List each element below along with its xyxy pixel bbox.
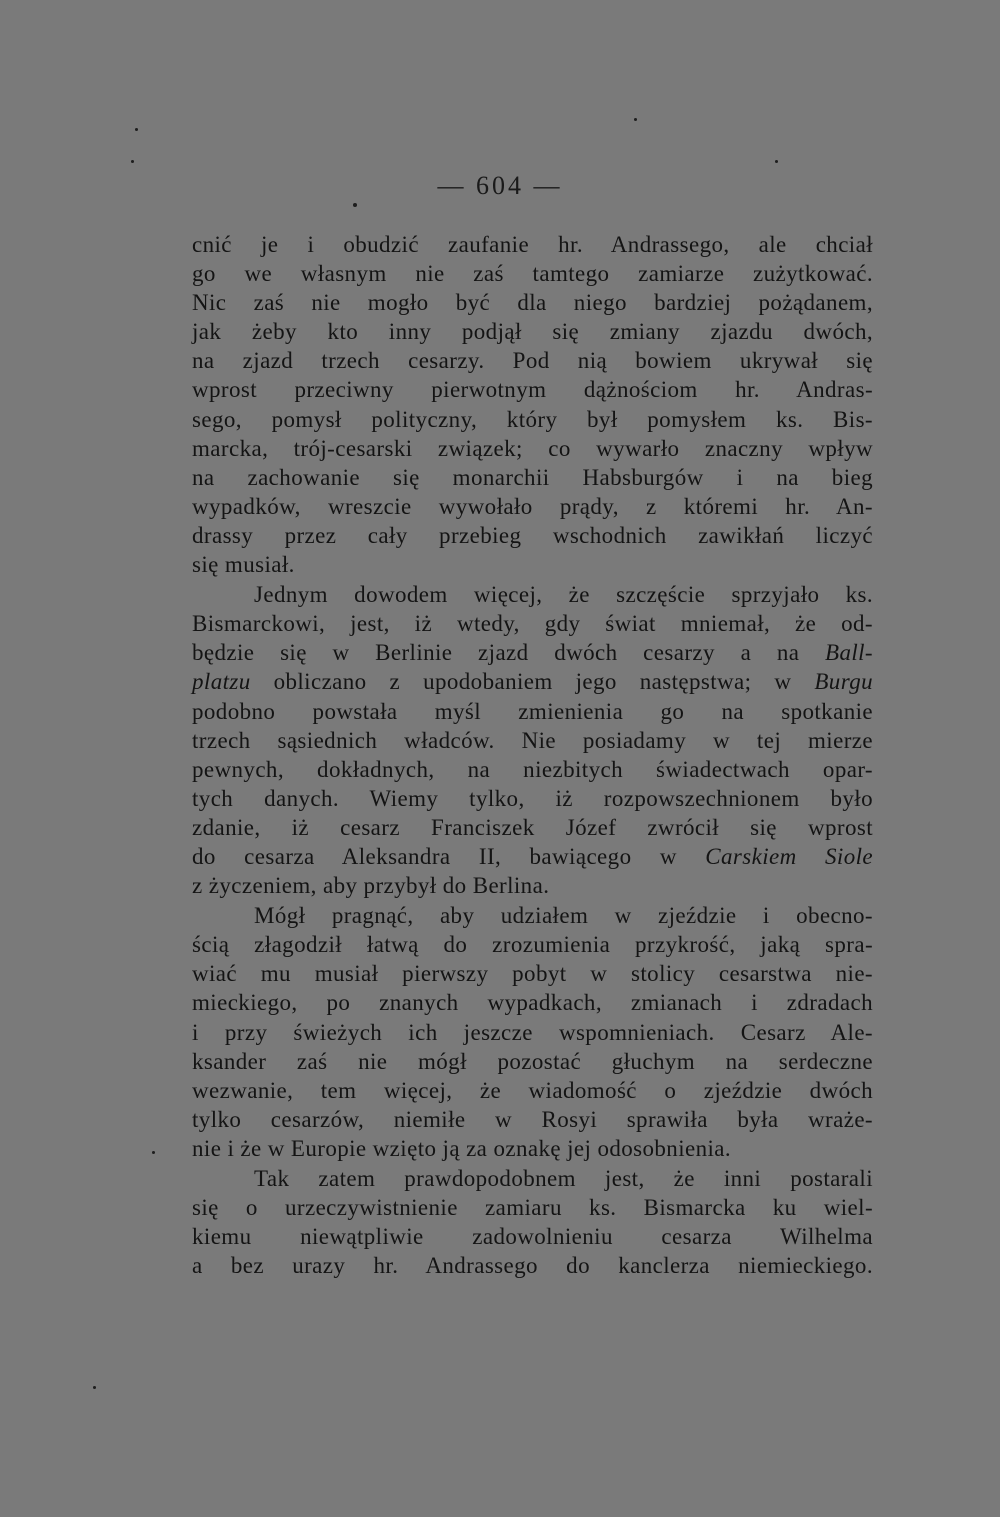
body-text xyxy=(192,230,873,1280)
text-line: się o urzeczywistnienie zamiaru ks. Bismarcka ku wiel- xyxy=(192,1195,873,1221)
text-line: wiać mu musiał pierwszy pobyt w stolicy cesarstwa nie- xyxy=(192,961,873,987)
text-line: Nic zaś nie mogło być dla niego bardziej pożądanem, xyxy=(192,290,873,316)
scan-speck xyxy=(131,160,134,163)
text-line: na zjazd trzech cesarzy. Pod nią bowiem ukrywał się xyxy=(192,348,873,374)
text-line: podobno powstała myśl zmienienia go na spotkanie xyxy=(192,698,873,724)
text-line: z życzeniem, aby przybył do Berlina. xyxy=(192,873,550,899)
text-line: wypadków, wreszcie wywołało prądy, z któremi hr. An- xyxy=(192,493,873,519)
text-line xyxy=(192,667,873,696)
text-line: Mógł pragnąć, aby udziałem w zjeździe i obecno- xyxy=(254,903,873,929)
text-line: na zachowanie się monarchii Habsburgów i na bieg xyxy=(192,464,873,490)
italic-term: platzu xyxy=(192,669,251,695)
text-line: zdanie, iż cesarz Franciszek Józef zwrócił się wprost xyxy=(192,814,873,840)
text-line xyxy=(192,842,873,871)
text-line: cnić je i obudzić zaufanie hr. Andrassego, ale chciał xyxy=(192,232,873,257)
scan-speck xyxy=(775,160,778,163)
text-line: pewnych, dokładnych, na niezbitych świadectwach opar- xyxy=(192,756,873,782)
text-line: tylko cesarzów, niemiłe w Rosyi sprawiła była wraże- xyxy=(192,1106,873,1132)
text-line: wezwanie, tem więcej, że wiadomość o zjeździe dwóch xyxy=(192,1077,873,1103)
text-line: sego, pomysł polityczny, który był pomysłem ks. Bis- xyxy=(192,406,873,432)
scan-speck xyxy=(353,203,357,207)
italic-term: Ball- xyxy=(825,640,873,666)
scan-speck xyxy=(135,128,138,131)
text-line: Jednym dowodem więcej, że szczęście sprzyjało ks. xyxy=(254,582,873,608)
text-line xyxy=(192,638,873,667)
text-line: ksander zaś nie mógł pozostać głuchym na serdeczne xyxy=(192,1048,873,1074)
text-line: kiemu niewątpliwie zadowolnieniu cesarza Wilhelma xyxy=(192,1224,873,1250)
text-line: jak żeby kto inny podjął się zmiany zjazdu dwóch, xyxy=(192,319,873,345)
text-line: mieckiego, po znanych wypadkach, zmianach i zdradach xyxy=(192,990,873,1016)
text-line: Tak zatem prawdopodobnem jest, że inni postarali xyxy=(254,1166,873,1191)
text-segment: do cesarza Aleksandra II, bawiącego w xyxy=(192,843,706,869)
text-line: wprost przeciwny pierwotnym dążnościom hr. Andras- xyxy=(192,377,873,403)
italic-term: Carskiem Siole xyxy=(705,843,874,869)
text-line: a bez urazy hr. Andrassego do kanclerza niemieckiego. xyxy=(192,1253,873,1279)
scan-speck xyxy=(634,118,637,121)
scan-speck xyxy=(93,1386,96,1389)
text-segment: będzie się w Berlinie zjazd dwóch cesarzy a na xyxy=(192,640,825,666)
text-line: ścią złagodził łatwą do zrozumienia przykrość, jaką spra- xyxy=(192,932,873,958)
text-line: drassy przez cały przebieg wschodnich zawikłań liczyć xyxy=(192,522,873,548)
text-line: go we własnym nie zaś tamtego zamiarze zużytkować. xyxy=(192,261,873,287)
page-number: — 604 — xyxy=(437,171,563,200)
text-line: się musiał. xyxy=(192,552,295,578)
text-segment: obliczano z upodobaniem jego następstwa; w xyxy=(250,669,815,695)
italic-term: Burgu xyxy=(814,669,873,695)
text-line: tych danych. Wiemy tylko, iż rozpowszechnionem było xyxy=(192,785,873,811)
text-line: marcka, trój-cesarski związek; co wywarło znaczny wpływ xyxy=(192,435,873,461)
text-line: nie i że w Europie wzięto ją za oznakę jej odosobnienia. xyxy=(192,1135,732,1161)
text-line: trzech sąsiednich władców. Nie posiadamy w tej mierze xyxy=(192,727,873,753)
scan-speck xyxy=(152,1151,155,1154)
text-line: i przy świeżych ich jeszcze wspomnieniach. Cesarz Ale- xyxy=(192,1019,873,1045)
text-line: Bismarckowi, jest, iż wtedy, gdy świat mniemał, że od- xyxy=(192,611,873,637)
